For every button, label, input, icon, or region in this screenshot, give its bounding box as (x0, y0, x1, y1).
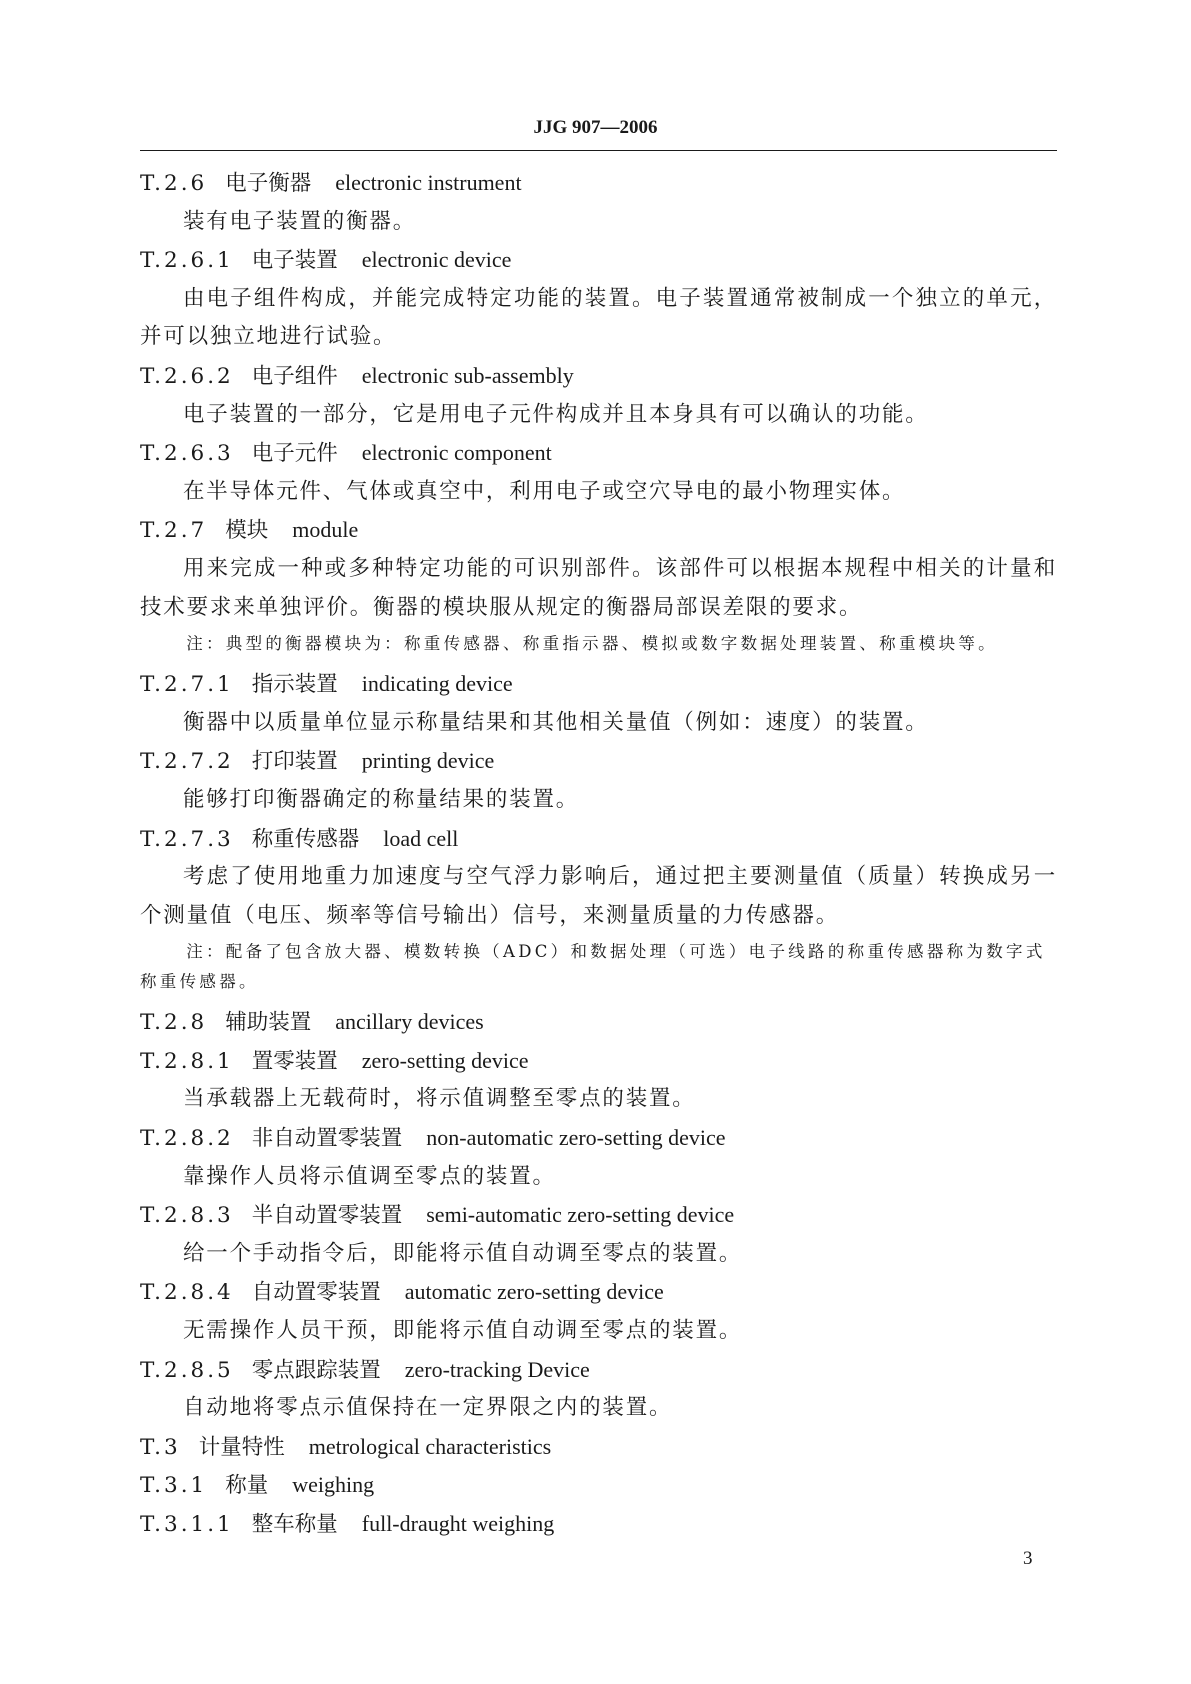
term-english: non-automatic zero-setting device (426, 1125, 726, 1151)
term-heading (140, 1428, 1057, 1467)
term-number: T.2.6.2 (140, 363, 234, 389)
term-heading (140, 434, 1057, 473)
term-chinese: 半自动置零装置 (251, 1203, 403, 1229)
term-heading (140, 1273, 1057, 1312)
term-number: T.2.8 (140, 1010, 208, 1036)
term-chinese: 模块 (225, 518, 269, 544)
term-english: semi-automatic zero-setting device (426, 1202, 735, 1228)
definition-paragraph: 能够打印衡器确定的称量结果的装置。 (183, 786, 580, 812)
term-chinese: 电子装置 (251, 248, 338, 274)
term-chinese: 称重传感器 (251, 826, 360, 852)
term-heading (140, 1196, 1057, 1235)
term-number: T.2.8.1 (140, 1048, 234, 1074)
definition-paragraph: 装有电子装置的衡器。 (183, 208, 417, 234)
definition-paragraph: 由电子组件构成，并能完成特定功能的装置。电子装置通常被制成一个独立的单元，并可以独立地进行试验。 (140, 285, 1057, 350)
term-number: T.3.1 (140, 1473, 208, 1499)
term-chinese: 电子元件 (251, 441, 338, 467)
term-heading (140, 1003, 1057, 1042)
term-number: T.2.7.2 (140, 749, 234, 775)
term-number: T.3 (140, 1434, 181, 1460)
header-rule (140, 150, 1057, 151)
term-chinese: 指示装置 (251, 672, 338, 698)
term-chinese: 电子组件 (251, 363, 338, 389)
term-english: zero-setting device (361, 1047, 529, 1073)
term-chinese: 电子衡器 (225, 171, 312, 196)
term-heading (140, 1042, 1057, 1081)
term-number: T.3.1.1 (140, 1512, 234, 1537)
term-heading (140, 164, 1057, 203)
term-chinese: 辅助装置 (225, 1010, 312, 1036)
term-english: automatic zero-setting device (404, 1279, 664, 1305)
term-english: ancillary devices (335, 1009, 484, 1035)
term-number: T.2.6.3 (140, 441, 234, 467)
term-english: electronic device (361, 247, 512, 273)
term-english: full-draught weighing (361, 1511, 555, 1536)
term-number: T.2.8.4 (140, 1280, 234, 1306)
term-english: module (292, 517, 359, 543)
term-heading (140, 742, 1057, 781)
term-english: indicating device (361, 671, 513, 697)
term-heading (140, 357, 1057, 396)
term-heading (140, 1466, 1057, 1505)
term-heading (140, 241, 1057, 280)
term-number: T.2.7 (140, 518, 208, 544)
term-chinese: 计量特性 (198, 1434, 285, 1460)
term-heading (140, 1505, 1057, 1544)
term-chinese: 非自动置零装置 (251, 1126, 403, 1152)
term-number: T.2.7.3 (140, 826, 234, 852)
term-english: metrological characteristics (308, 1433, 552, 1459)
term-english: weighing (292, 1472, 375, 1498)
term-heading (140, 665, 1057, 704)
term-number: T.2.8.2 (140, 1126, 234, 1152)
term-chinese: 零点跟踪装置 (251, 1357, 381, 1383)
term-chinese: 置零装置 (251, 1048, 338, 1074)
term-english: electronic sub-assembly (361, 362, 574, 388)
term-number: T.2.8.3 (140, 1203, 234, 1229)
definition-paragraph: 给一个手动指令后，即能将示值自动调至零点的装置。 (183, 1240, 743, 1266)
document-code-header: JJG 907—2006 (533, 117, 658, 138)
term-heading (140, 1119, 1057, 1158)
definition-paragraph: 靠操作人员将示值调至零点的装置。 (183, 1163, 556, 1189)
definition-paragraph: 衡器中以质量单位显示称量结果和其他相关量值（例如：速度）的装置。 (183, 709, 929, 735)
term-heading (140, 820, 1057, 859)
definition-paragraph: 当承载器上无载荷时，将示值调整至零点的装置。 (183, 1086, 696, 1112)
term-number: T.2.8.5 (140, 1357, 234, 1383)
page-number: 3 (1023, 1548, 1033, 1569)
term-heading (140, 511, 1057, 550)
term-chinese: 整车称量 (251, 1512, 338, 1537)
term-english: electronic component (361, 440, 552, 466)
definition-paragraph: 考虑了使用地重力加速度与空气浮力影响后，通过把主要测量值（质量）转换成另一个测量值（电压、频率等信号输出）信号，来测量质量的力传感器。 (140, 864, 1057, 928)
note: 注：配备了包含放大器、模数转换（ADC）和数据处理（可选）电子线路的称重传感器称为数字式称重传感器。 (140, 942, 1046, 992)
term-number: T.2.6 (140, 171, 208, 196)
term-number: T.2.7.1 (140, 672, 234, 698)
term-heading (140, 1351, 1057, 1390)
term-chinese: 打印装置 (251, 749, 338, 775)
term-number: T.2.6.1 (140, 248, 234, 274)
definition-paragraph: 在半导体元件、气体或真空中，利用电子或空穴导电的最小物理实体。 (183, 478, 906, 504)
definition-paragraph: 无需操作人员干预，即能将示值自动调至零点的装置。 (183, 1318, 743, 1344)
term-english: electronic instrument (335, 170, 522, 195)
note: 注：典型的衡器模块为：称重传感器、称重指示器、模拟或数字数据处理装置、称重模块等。 (186, 634, 998, 654)
term-english: zero-tracking Device (404, 1356, 590, 1382)
definition-paragraph: 电子装置的一部分，它是用电子元件构成并且本身具有可以确认的功能。 (183, 401, 929, 427)
term-chinese: 称量 (225, 1473, 269, 1499)
term-chinese: 自动置零装置 (251, 1280, 381, 1306)
document-body (140, 164, 1057, 1544)
term-english: load cell (383, 825, 459, 851)
definition-paragraph: 用来完成一种或多种特定功能的可识别部件。该部件可以根据本规程中相关的计量和技术要求来单独评价。衡器的模块服从规定的衡器局部误差限的要求。 (140, 555, 1057, 620)
definition-paragraph: 自动地将零点示值保持在一定界限之内的装置。 (183, 1395, 673, 1421)
term-english: printing device (361, 748, 495, 774)
